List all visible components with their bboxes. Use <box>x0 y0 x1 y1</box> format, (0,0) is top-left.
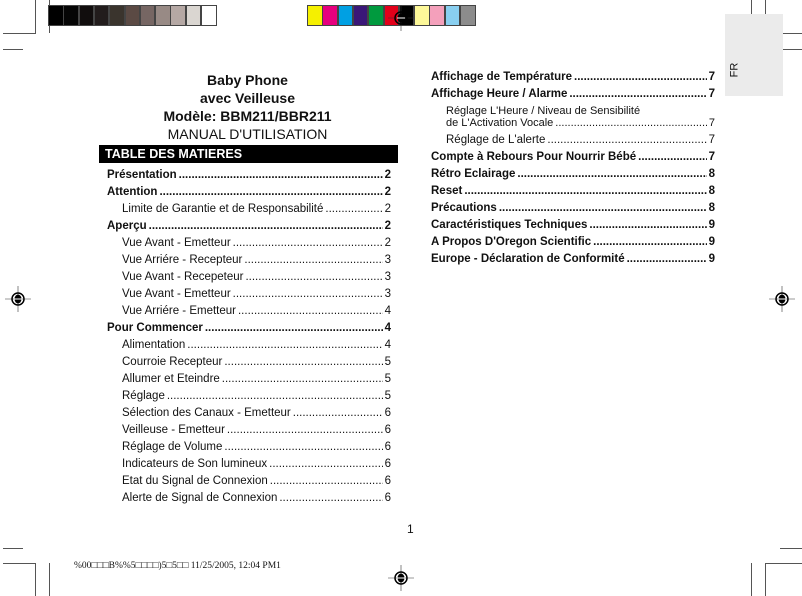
toc-entry[interactable] <box>107 390 391 407</box>
toc-entry[interactable] <box>431 105 715 117</box>
dot-leader <box>589 219 706 231</box>
toc-entry-page: 4 <box>384 305 391 317</box>
dot-leader <box>244 254 382 266</box>
color-swatch <box>201 5 217 26</box>
toc-entry-label: Affichage de Température <box>431 71 573 83</box>
toc-entry[interactable] <box>431 151 715 168</box>
toc-entry[interactable] <box>107 169 391 186</box>
toc-entry-label: Vue Arriére - Emetteur <box>122 305 236 317</box>
toc-entry-page: 5 <box>384 356 391 368</box>
color-swatch <box>460 5 476 26</box>
toc-entry-page: 8 <box>708 168 715 180</box>
toc-entry-label: Présentation <box>107 169 177 181</box>
print-slug: %00□□□B%%5□□□□)5□5□□ 11/25/2005, 12:04 PM1 <box>74 561 281 571</box>
color-swatch <box>63 5 79 26</box>
dot-leader <box>627 253 707 265</box>
toc-entry[interactable] <box>107 305 391 322</box>
toc-heading: TABLE DES MATIERES <box>99 145 398 163</box>
color-swatch <box>353 5 369 26</box>
product-title: Baby Phone <box>207 72 288 88</box>
toc-entry[interactable] <box>107 254 391 271</box>
color-swatch <box>368 5 384 26</box>
color-swatch <box>140 5 156 26</box>
toc-entry[interactable] <box>431 219 715 236</box>
toc-entry-page: 2 <box>384 169 391 181</box>
dot-leader <box>517 168 706 180</box>
toc-entry-page: 6 <box>384 475 391 487</box>
toc-entry[interactable] <box>107 441 391 458</box>
color-swatch <box>307 5 323 26</box>
toc-entry-page: 2 <box>384 203 391 215</box>
toc-entry-label: Réglage L'Heure / Niveau de Sensibilité <box>446 105 641 117</box>
color-swatch <box>322 5 338 26</box>
dot-leader <box>464 185 706 197</box>
toc-entry[interactable] <box>107 203 391 220</box>
toc-entry[interactable] <box>107 424 391 441</box>
toc-entry[interactable] <box>107 356 391 373</box>
dot-leader <box>574 71 707 83</box>
toc-entry-label: Réglage de L'alerte <box>446 134 546 146</box>
manual-title: MANUAL D'UTILISATION <box>167 126 328 142</box>
dot-leader <box>159 186 382 198</box>
toc-entry-label: Reset <box>431 185 463 197</box>
toc-entry-label: Réglage de Volume <box>122 441 223 453</box>
toc-entry[interactable] <box>431 185 715 202</box>
toc-entry-label: Sélection des Canaux - Emetteur <box>122 407 291 419</box>
toc-entry-page: 3 <box>384 254 391 266</box>
language-tab <box>725 14 783 96</box>
toc-entry-label: Compte à Rebours Pour Nourrir Bébé <box>431 151 637 163</box>
color-swatch <box>445 5 461 26</box>
toc-entry-page: 7 <box>708 151 715 163</box>
dot-leader <box>547 134 706 146</box>
registration-mark-icon <box>388 565 414 591</box>
toc-entry-label: Vue Arriére - Recepteur <box>122 254 243 266</box>
toc-entry-label: Réglage <box>122 390 165 402</box>
crop-mark <box>35 563 36 596</box>
dot-leader <box>233 237 383 249</box>
color-swatch <box>48 5 64 26</box>
dot-leader <box>233 288 383 300</box>
toc-entry-label: Vue Avant - Recepeteur <box>122 271 244 283</box>
dot-leader <box>293 407 383 419</box>
toc-entry[interactable] <box>107 458 391 475</box>
toc-entry[interactable] <box>107 492 391 509</box>
dot-leader <box>270 475 383 487</box>
dot-leader <box>149 220 383 232</box>
toc-entry[interactable] <box>107 322 391 339</box>
toc-entry[interactable] <box>431 71 715 88</box>
toc-entry-page: 7 <box>708 71 715 83</box>
toc-entry-label: Courroie Recepteur <box>122 356 223 368</box>
toc-entry-page: 2 <box>384 220 391 232</box>
color-swatch <box>155 5 171 26</box>
toc-entry-page: 7 <box>708 88 715 100</box>
toc-entry[interactable] <box>431 253 715 270</box>
dot-leader <box>638 151 706 163</box>
color-swatch <box>414 5 430 26</box>
toc-entry[interactable] <box>107 186 391 203</box>
toc-entry-page: 4 <box>384 339 391 351</box>
toc-entry-label: Limite de Garantie et de Responsabilité <box>122 203 324 215</box>
crop-mark <box>3 33 36 34</box>
color-swatch <box>186 5 202 26</box>
dot-leader <box>187 339 382 351</box>
toc-entry[interactable] <box>107 288 391 305</box>
color-swatch <box>94 5 110 26</box>
toc-entry-label: Aperçu <box>107 220 147 232</box>
product-subtitle: avec Veilleuse <box>200 90 295 106</box>
dot-leader <box>245 271 382 283</box>
color-swatch <box>79 5 95 26</box>
registration-mark-icon <box>388 5 414 31</box>
toc-entry[interactable] <box>107 407 391 424</box>
toc-entry[interactable] <box>107 373 391 390</box>
toc-left-column <box>107 169 391 509</box>
toc-entry-label: Vue Avant - Emetteur <box>122 237 231 249</box>
color-swatch <box>109 5 125 26</box>
toc-entry-label: Indicateurs de Son lumineux <box>122 458 268 470</box>
language-tab-label: FR <box>728 62 741 78</box>
toc-entry-page: 9 <box>708 253 715 265</box>
toc-entry-label: Affichage Heure / Alarme <box>431 88 568 100</box>
toc-entry-page: 8 <box>708 202 715 214</box>
color-swatch <box>429 5 445 26</box>
dot-leader <box>325 203 382 215</box>
dot-leader <box>555 117 707 129</box>
toc-entry-page: 6 <box>384 458 391 470</box>
dot-leader <box>227 424 383 436</box>
dot-leader <box>279 492 382 504</box>
registration-mark-icon <box>769 286 795 312</box>
color-swatch <box>125 5 141 26</box>
toc-entry-page: 6 <box>384 441 391 453</box>
toc-entry-label: Précautions <box>431 202 497 214</box>
toc-entry[interactable] <box>431 117 715 134</box>
toc-entry[interactable] <box>431 134 715 151</box>
toc-entry-page: 9 <box>708 236 715 248</box>
toc-entry[interactable] <box>107 220 391 237</box>
crop-mark <box>3 548 23 549</box>
toc-entry[interactable] <box>431 202 715 219</box>
toc-entry[interactable] <box>431 168 715 185</box>
dot-leader <box>224 441 382 453</box>
toc-entry-label: Veilleuse - Emetteur <box>122 424 225 436</box>
dot-leader <box>205 322 383 334</box>
toc-entry-label: Allumer et Eteindre <box>122 373 220 385</box>
dot-leader <box>179 169 383 181</box>
toc-entry-page: 5 <box>384 390 391 402</box>
toc-entry-label: Etat du Signal de Connexion <box>122 475 268 487</box>
toc-entry-page: 6 <box>384 424 391 436</box>
toc-entry[interactable] <box>107 237 391 254</box>
dot-leader <box>499 202 707 214</box>
registration-mark-icon <box>5 286 31 312</box>
model-number: Modèle: BBM211/BBR211 <box>163 108 332 124</box>
toc-entry[interactable] <box>431 236 715 253</box>
toc-entry-page: 5 <box>384 373 391 385</box>
dot-leader <box>238 305 383 317</box>
toc-entry-page: 2 <box>384 237 391 249</box>
toc-entry[interactable] <box>107 475 391 492</box>
toc-entry-label: Caractéristiques Techniques <box>431 219 588 231</box>
toc-right-column <box>431 71 715 270</box>
dot-leader <box>224 356 382 368</box>
toc-entry-page: 7 <box>708 117 715 129</box>
toc-entry[interactable] <box>431 88 715 105</box>
dot-leader <box>569 88 706 100</box>
dot-leader <box>167 390 383 402</box>
toc-entry-label: Alimentation <box>122 339 186 351</box>
toc-entry-page: 2 <box>384 186 391 198</box>
toc-entry-label: Rétro Éclairage <box>431 168 516 180</box>
crop-mark <box>35 0 36 33</box>
toc-entry[interactable] <box>107 339 391 356</box>
crop-mark <box>780 548 802 549</box>
color-swatch <box>338 5 354 26</box>
toc-entry-page: 3 <box>384 288 391 300</box>
crop-mark <box>751 563 752 596</box>
toc-entry-label: Pour Commencer <box>107 322 203 334</box>
toc-entry-page: 6 <box>384 407 391 419</box>
dot-leader <box>222 373 383 385</box>
page-number: 1 <box>407 522 414 536</box>
toc-entry-page: 9 <box>708 219 715 231</box>
toc-entry-label: Vue Avant - Emetteur <box>122 288 231 300</box>
dot-leader <box>269 458 382 470</box>
toc-entry-page: 4 <box>384 322 391 334</box>
toc-entry-page: 3 <box>384 271 391 283</box>
crop-mark <box>765 563 766 596</box>
toc-entry-label: A Propos D'Oregon Scientific <box>431 236 592 248</box>
crop-mark <box>765 563 802 564</box>
toc-entry-label: Europe - Déclaration de Conformité <box>431 253 625 265</box>
crop-mark <box>3 563 36 564</box>
toc-entry-page: 8 <box>708 185 715 197</box>
crop-mark <box>3 49 23 50</box>
toc-entry-label: Alerte de Signal de Connexion <box>122 492 278 504</box>
dot-leader <box>593 236 706 248</box>
toc-entry-page: 7 <box>708 134 715 146</box>
toc-entry[interactable] <box>107 271 391 288</box>
toc-entry-page: 6 <box>384 492 391 504</box>
toc-entry-label: Attention <box>107 186 158 198</box>
crop-mark <box>49 563 50 596</box>
color-swatch <box>170 5 186 26</box>
toc-entry-label: de L'Activation Vocale <box>446 117 554 129</box>
